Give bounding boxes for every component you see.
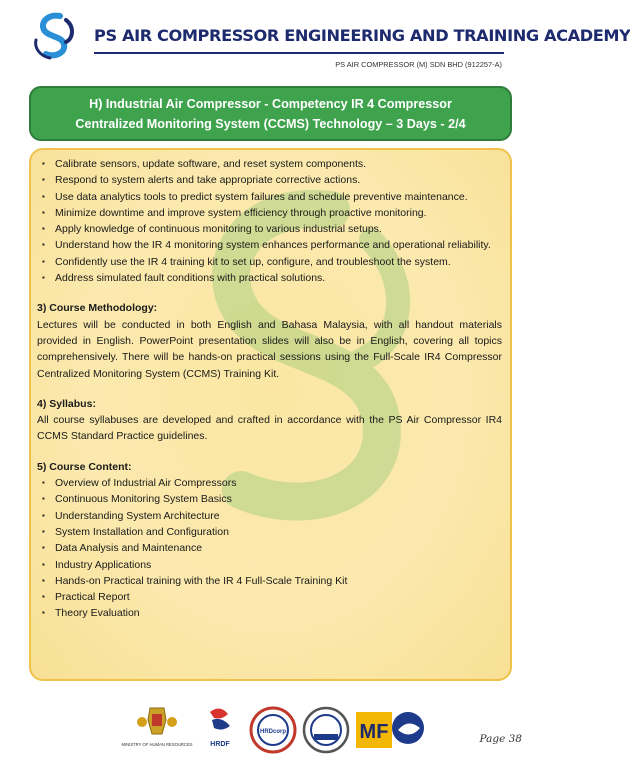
syllabus-text: All course syllabuses are developed and crafted in accordance with the PS Air Compressor IR4 CCMS Standard Practice guidelines.: [37, 414, 502, 443]
list-item: ▪ Address simulated fault conditions with practical solutions.: [37, 270, 502, 286]
hrdf-text: HRDF: [210, 741, 230, 748]
company-logo-icon: [30, 12, 80, 60]
organization-subtitle: PS AIR COMPRESSOR (M) SDN BHD (912257-A): [335, 60, 502, 69]
list-item: ▪ Understand how the IR 4 monitoring system enhances performance and operational reliability.: [37, 237, 502, 253]
list-item: ▪ Respond to system alerts and take appropriate corrective actions.: [37, 172, 502, 188]
course-content-heading: 5) Course Content:: [37, 460, 132, 473]
ministry-crest-icon: [121, 708, 192, 747]
accreditation-logos: [121, 700, 430, 760]
list-item: ▪ Apply knowledge of continuous monitoring to various industrial setups.: [37, 221, 502, 237]
methodology-heading: 3) Course Methodology:: [37, 302, 158, 315]
list-item: ▪ Calibrate sensors, update software, and reset system components.: [37, 156, 502, 172]
list-item: ▪ Overview of Industrial Air Compressors: [37, 475, 502, 491]
list-item: ▪ Data Analysis and Maintenance: [37, 540, 502, 556]
banner-line-1: H) Industrial Air Compressor - Competency IR 4 Compressor: [89, 97, 452, 111]
page-number: Page 38: [479, 733, 522, 745]
list-item: ▪ Use data analytics tools to predict system failures and schedule preventive maintenance.: [37, 189, 502, 205]
course-content-list: [37, 475, 502, 622]
list-item: ▪ Theory Evaluation: [37, 605, 502, 621]
list-item: ▪ Practical Report: [37, 589, 502, 605]
mf-text: MF: [359, 721, 389, 743]
methodology-text: Lectures will be conducted in both English and Bahasa Malaysia, with all handout materials provided in English. PowerPoint presentation slides will also be in English, covering all topics comprehensively. There will be hands-on practical sessions using the Full-Scale IR4 Compressor Centralized Monitoring System (CCMS) Training Kit.: [37, 318, 502, 380]
syllabus-heading: 4) Syllabus:: [37, 397, 96, 410]
header-divider: [94, 52, 504, 54]
list-item: ▪ Hands-on Practical training with the IR 4 Full-Scale Training Kit: [37, 573, 502, 589]
organization-title: PS AIR COMPRESSOR ENGINEERING AND TRAINING ACADEMY: [94, 26, 630, 45]
list-item: ▪ Continuous Monitoring System Basics: [37, 491, 502, 507]
hrd-corp-seal-icon: [251, 708, 295, 752]
content-panel: [29, 148, 512, 681]
banner-line-2: Centralized Monitoring System (CCMS) Technology – 3 Days - 2/4: [75, 117, 466, 131]
list-item: ▪ System Installation and Configuration: [37, 524, 502, 540]
list-item: ▪ Confidently use the IR 4 training kit to set up, configure, and troubleshoot the system.: [37, 254, 502, 270]
hrdf-logo-icon: [210, 708, 230, 748]
hrd-corp-claimable-seal-icon: [304, 708, 348, 752]
list-item: ▪ Industry Applications: [37, 557, 502, 573]
ministry-text: MINISTRY OF HUMAN RESOURCES: [121, 742, 193, 747]
list-item: ▪ Understanding System Architecture: [37, 508, 502, 524]
mf-logo-icon: [356, 712, 424, 748]
list-item: ▪ Minimize downtime and improve system efficiency through proactive monitoring.: [37, 205, 502, 221]
hrd-corp-text: HRDcorp: [259, 729, 287, 735]
objectives-list: [37, 156, 502, 286]
course-title-banner: [29, 86, 512, 141]
panel-content: [37, 156, 502, 622]
